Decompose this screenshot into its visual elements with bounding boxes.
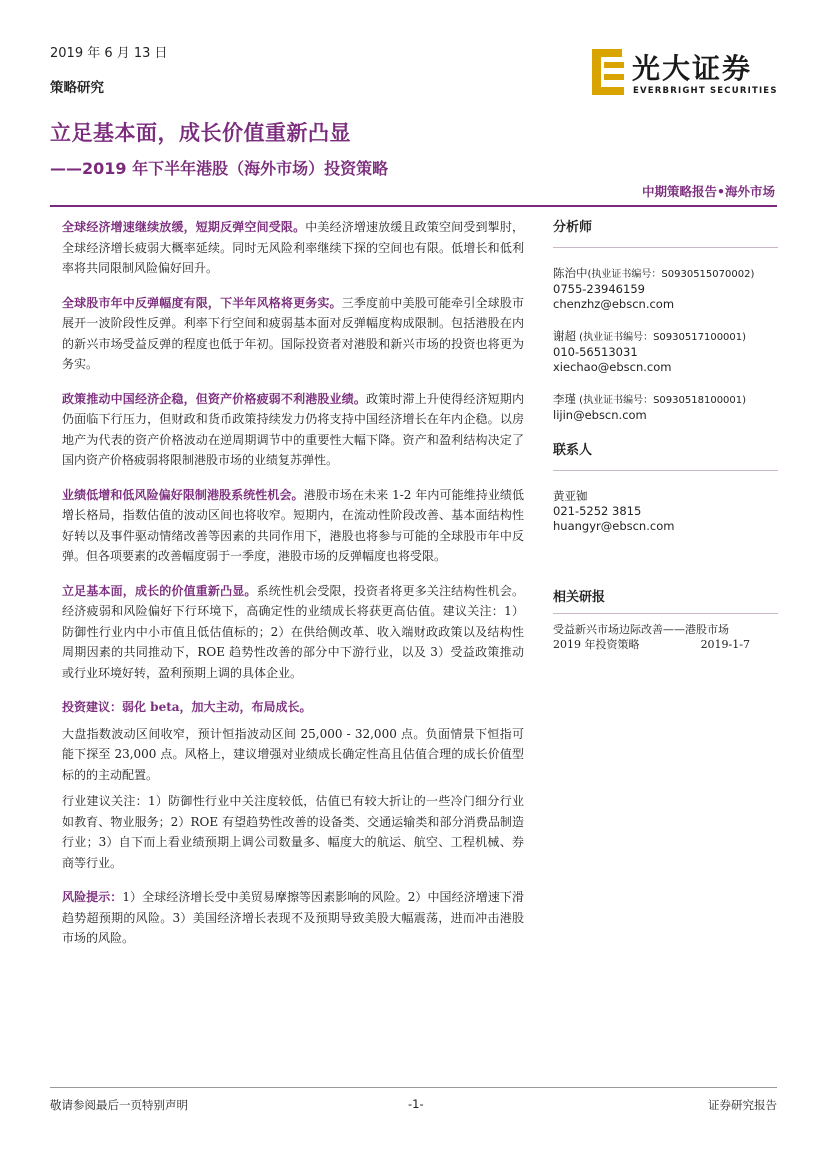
sidebar-divider [553, 470, 778, 471]
paragraph-lead: 业绩低增和低风险偏好限制港股系统性机会。 [62, 487, 304, 502]
paragraph-body: 三季度前中美股可能牵引全球股市展开一波阶段性反弹。利率下行空间和疲弱基本面对反弹幅度构成限制。包括港股在内的新兴市场受益反弹的程度也低于年初。国际投资者对港股和新兴市场的投资也将更为务实。 [62, 295, 524, 371]
summary-paragraph [62, 485, 524, 567]
logo-english-name: EVERBRIGHT SECURITIES [633, 86, 778, 96]
related-report-date: 2019-1-7 [700, 638, 750, 651]
analyst-name: 谢超 [553, 329, 576, 343]
sidebar [553, 220, 778, 652]
analyst-entry [553, 392, 778, 423]
analyst-cert: (执业证书编号：S0930515070002) [587, 269, 755, 280]
contact-name: 黄亚铷 [553, 489, 588, 503]
main-summary [62, 217, 524, 963]
analyst-entry [553, 266, 778, 312]
analyst-entry [553, 329, 778, 375]
logo-chinese-name: 光大证券 [632, 52, 753, 85]
sidebar-divider [553, 247, 778, 248]
related-report-item[interactable] [553, 622, 778, 652]
paragraph-body: 中美经济增速放缓且政策空间受到掣肘，全球经济增长疲弱大概率延续。同时无风险利率继续下探的空间也有限。低增长和低利率将共同限制风险偏好回升。 [62, 220, 524, 275]
contact-phone: 021-5252 3815 [553, 504, 642, 518]
investment-advice-market: 大盘指数波动区间收窄，预计恒指波动区间 25,000 - 32,000 点。负面情景下恒指可能下探至 23,000 点。风格上，建议增强对业绩成长确定性高且估值合理的成长价值型标的的主动配置。 [62, 726, 524, 782]
report-subtitle: ——2019 年下半年港股（海外市场）投资策略 [50, 159, 389, 178]
logo-mark-icon [590, 47, 632, 99]
analyst-email[interactable]: lijin@ebscn.com [553, 408, 647, 422]
related-report-title: 受益新兴市场边际改善——港股市场 [553, 623, 729, 636]
analyst-cert: (执业证书编号：S0930517100001) [576, 332, 747, 343]
paragraph-lead: 政策推动中国经济企稳，但资产价格疲弱不利港股业绩。 [62, 391, 367, 406]
related-report-meta [553, 637, 778, 652]
footer-disclaimer-note: 敬请参阅最后一页特别声明 [50, 1098, 188, 1112]
summary-paragraph [62, 293, 524, 375]
analyst-phone: 0755-23946159 [553, 282, 645, 296]
analyst-email[interactable]: chenzhz@ebscn.com [553, 297, 675, 311]
analyst-name-line [553, 392, 778, 408]
investment-advice-lead: 投资建议：弱化 beta，加大主动，布局成长。 [62, 700, 312, 714]
risk-warning-lead: 风险提示： [62, 890, 123, 904]
paragraph-lead: 全球股市年中反弹幅度有限，下半年风格将更务实。 [62, 295, 342, 310]
contact-entry [553, 489, 778, 534]
footer-divider [50, 1087, 777, 1088]
sidebar-divider [553, 613, 778, 614]
paragraph-lead: 全球经济增速继续放缓，短期反弹空间受限。 [62, 220, 306, 234]
analysts-heading: 分析师 [553, 220, 593, 235]
investment-advice-heading [62, 697, 524, 718]
analyst-email[interactable]: xiechao@ebscn.com [553, 360, 672, 374]
related-report-subtitle: 2019 年投资策略 [553, 638, 640, 651]
investment-advice-industry: 行业建议关注：1）防御性行业中关注度较低，估值已有较大折让的一些冷门细分行业如教育、物业服务；2）ROE 有望趋势性改善的设备类、交通运输类和部分消费品制造行业；3）自下而上看业绩预期上调公司数量多、幅度大的航运、航空、工程机械、券商等行业。 [62, 794, 524, 870]
analyst-name: 陈治中 [553, 266, 588, 280]
section-label: 策略研究 [50, 80, 104, 96]
footer-report-label: 证券研究报告 [708, 1098, 777, 1112]
summary-paragraph [62, 217, 524, 279]
paragraph-body: 政策时滞上升使得经济短期内仍面临下行压力，但财政和货币政策持续发力仍将支持中国经济增长在年内企稳。以房地产为代表的资产价格波动在逆周期调节中的重要性大幅下降。资产和盈利结构决定了国内资产价格疲弱将限制港股市场的业绩复苏弹性。 [62, 391, 524, 467]
paragraph-body: 港股市场在未来 1-2 年内可能维持业绩低增长格局，指数估值的波动区间也将收窄。短期内，在流动性阶段改善、基本面结构性好转以及事件驱动情绪改善等因素的共同作用下，港股也将参与可能的全球股市年中反弹。但各项要素的改善幅度弱于一季度，港股市场的反弹幅度也将受限。 [62, 487, 524, 563]
report-title: 立足基本面，成长价值重新凸显 [50, 121, 351, 145]
paragraph-lead: 立足基本面，成长的价值重新凸显。 [62, 583, 257, 598]
analyst-phone: 010-56513031 [553, 345, 638, 359]
summary-paragraph [62, 581, 524, 684]
risk-warning [62, 887, 524, 949]
paragraph-body: 系统性机会受限，投资者将更多关注结构性机会。经济疲弱和风险偏好下行环境下，高确定性的业绩成长将获更高估值。建议关注：1）防御性行业内中小市值且低估值标的；2）在供给侧改革、收入端财政政策以及结构性周期因素的共同推动下，ROE 趋势性改善的部分中下游行业，以及 3）受益政策推动或行业环境好转，盈利预期上调的具体企业。 [62, 583, 524, 680]
contact-email[interactable]: huangyr@ebscn.com [553, 519, 675, 533]
header-divider [50, 205, 777, 207]
risk-warning-body: 1）全球经济增长受中美贸易摩擦等因素影响的风险。2）中国经济增速下滑趋势超预期的风险。3）美国经济增长表现不及预期导致美股大幅震荡，进而冲击港股市场的风险。 [62, 890, 524, 945]
summary-paragraph [62, 389, 524, 471]
analyst-name: 李瑾 [553, 392, 576, 406]
report-date: 2019 年 6 月 13 日 [50, 46, 168, 61]
page-number: -1- [408, 1097, 424, 1111]
contact-heading: 联系人 [553, 443, 593, 458]
analyst-name-line [553, 329, 778, 345]
related-reports-heading: 相关研报 [553, 590, 606, 605]
analyst-name-line [553, 266, 778, 282]
analyst-cert: (执业证书编号：S0930518100001) [576, 395, 747, 406]
report-type-label: 中期策略报告•海外市场 [642, 184, 775, 199]
